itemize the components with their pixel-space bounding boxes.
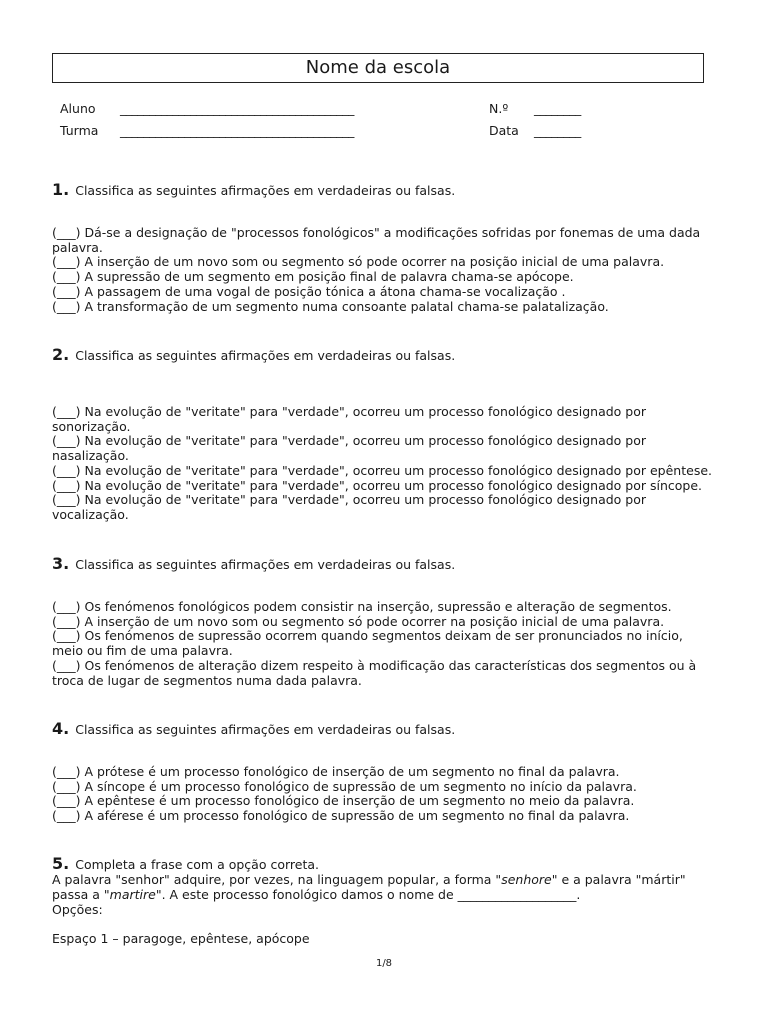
statement-item: (___) Dá-se a designação de "processos fonológicos" a modificações sofridas por fonemas de uma dada palavra.: [52, 225, 701, 255]
question-instruction: Completa a frase com a opção correta.: [75, 857, 319, 872]
statement-item: (___) Na evolução de "veritate" para "verdade", ocorreu um processo fonológico designado por nasalização.: [52, 433, 647, 464]
sentence-text: A palavra "senhor" adquire, por vezes, na linguagem popular, a forma ": [52, 872, 502, 887]
statement-item: (___) Na evolução de "veritate" para "verdade", ocorreu um processo fonológico designado por vocalização.: [52, 492, 647, 522]
question-1-items: [52, 226, 712, 314]
statement-item: (___) A supressão de um segmento em posição final de palavra chama-se apócope.: [52, 269, 574, 285]
question-number: 4.: [52, 719, 70, 738]
question-instruction: Classifica as seguintes afirmações em verdadeiras ou falsas.: [75, 722, 456, 737]
statement-item: (___) A inserção de um novo som ou segmento só pode ocorrer na posição inicial de uma palavra.: [52, 254, 665, 270]
question-4-title: [52, 720, 455, 738]
question-5-title: [52, 855, 319, 873]
question-number: 5.: [52, 854, 70, 873]
page-number: 1/8: [375, 958, 393, 969]
question-3-title: [52, 555, 455, 573]
statement-item: (___) Os fenómenos de alteração dizem respeito à modificação das características dos segmentos ou à troca de lugar de segmentos numa dada palavra.: [52, 657, 697, 688]
question-2-items: [52, 405, 712, 523]
statement-item: (___) A inserção de um novo som ou segmento só pode ocorrer na posição inicial de uma palavra.: [52, 613, 665, 629]
statement-item: (___) A aférese é um processo fonológico de supressão de um segmento no final da palavra.: [52, 808, 630, 824]
question-3-items: [52, 600, 712, 688]
statement-item: (___) Na evolução de "veritate" para "verdade", ocorreu um processo fonológico designado por epêntese.: [52, 462, 712, 478]
aluno-field[interactable]: ________________________________________: [120, 101, 355, 116]
statement-item: (___) A prótese é um processo fonológico de inserção de um segmento no final da palavra.: [52, 764, 620, 779]
statement-item: (___) Na evolução de "veritate" para "verdade", ocorreu um processo fonológico designado por síncope.: [52, 477, 703, 493]
options-label: Opções:: [52, 902, 103, 917]
data-field[interactable]: ________: [534, 123, 581, 138]
aluno-label: Aluno: [60, 101, 96, 116]
question-4-items: [52, 765, 712, 824]
question-5-sentence: [52, 873, 712, 902]
sentence-text: ". A este processo fonológico damos o nome de ___________________.: [155, 886, 581, 902]
question-number: 3.: [52, 554, 70, 573]
question-2-title: [52, 346, 455, 364]
question-instruction: Classifica as seguintes afirmações em verdadeiras ou falsas.: [75, 348, 456, 363]
sentence-text: " e a palavra "mártir" passa a ": [52, 872, 686, 902]
turma-label: Turma: [60, 123, 99, 138]
question-instruction: Classifica as seguintes afirmações em verdadeiras ou falsas.: [75, 557, 456, 572]
question-1-title: [52, 181, 455, 199]
statement-item: (___) A transformação de um segmento numa consoante palatal chama-se palatalização.: [52, 298, 609, 314]
sentence-italic-word: martire: [109, 886, 156, 902]
sentence-italic-word: senhore: [501, 872, 552, 887]
statement-item: (___) A passagem de uma vogal de posição tónica a átona chama-se vocalização .: [52, 283, 566, 299]
turma-field[interactable]: ________________________________________: [120, 123, 355, 138]
data-label: Data: [489, 123, 519, 138]
question-number: 1.: [52, 180, 70, 199]
options-line: Espaço 1 – paragoge, epêntese, apócope: [52, 931, 310, 946]
numero-field[interactable]: ________: [534, 101, 581, 116]
question-number: 2.: [52, 345, 70, 364]
school-name-box: Nome da escola: [52, 53, 704, 83]
statement-item: (___) A epêntese é um processo fonológico de inserção de um segmento no meio da palavra.: [52, 793, 635, 809]
numero-label: N.º: [489, 101, 509, 116]
statement-item: (___) Na evolução de "veritate" para "verdade", ocorreu um processo fonológico designado por sonorização.: [52, 404, 647, 434]
statement-item: (___) A síncope é um processo fonológico de supressão de um segmento no início da palavra.: [52, 778, 637, 794]
statement-item: (___) Os fenómenos fonológicos podem consistir na inserção, supressão e alteração de segmentos.: [52, 599, 672, 614]
question-instruction: Classifica as seguintes afirmações em verdadeiras ou falsas.: [75, 183, 456, 198]
statement-item: (___) Os fenómenos de supressão ocorrem quando segmentos deixam de ser pronunciados no início, meio ou fim de uma palavra.: [52, 628, 683, 659]
